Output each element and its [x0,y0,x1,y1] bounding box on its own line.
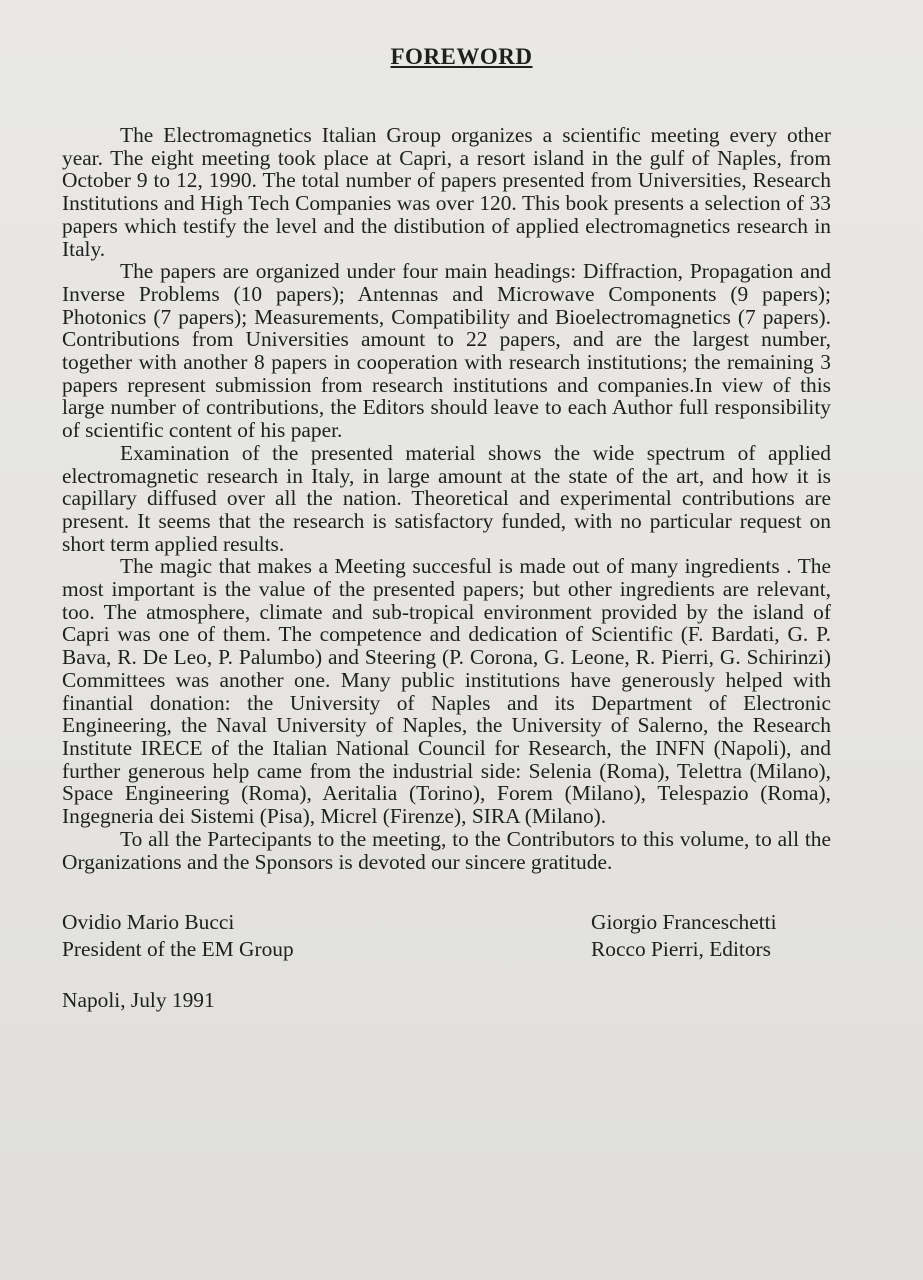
place-date: Napoli, July 1991 [62,988,215,1013]
paragraph-2: The papers are organized under four main headings: Diffraction, Propagation and Inverse Problems (10 papers); Antennas and Microwave Components (9 papers); Photonics (7 papers); Measurements, Compatibility and Bioelectromagnetics (7 papers). Contributions from Universities amount to 22 papers, and are the largest number, together with another 8 papers in cooperation with research institutions; the remaining 3 papers represent submission from research institutions and companies.In view of this large number of contributions, the Editors should leave to each Author full responsibility of scientific content of his paper. [62,259,831,443]
signature-right [591,909,831,963]
signatures [62,909,831,963]
president-name: Ovidio Mario Bucci [62,910,235,935]
foreword-body [62,124,831,873]
editor-name-1: Giorgio Franceschetti [591,910,777,935]
paragraph-5: To all the Partecipants to the meeting, to the Contributors to this volume, to all the Organizations and the Sponsors is devoted our sincere gratitude. [62,826,831,874]
signature-left [62,909,392,963]
paragraph-3: Examination of the presented material shows the wide spectrum of applied electromagnetic research in Italy, in large amount at the state of the art, and how it is capillary diffused over all the nation. Theoretical and experimental contributions are present. It seems that the research is satisfactory funded, with no particular request on short term applied results. [62,440,831,556]
paragraph-4: The magic that makes a Meeting succesful is made out of many ingredients . The most important is the value of the presented papers; but other ingredients are relevant, too. The atmosphere, climate and sub-tropical environment provided by the island of Capri was one of them. The competence and dedication of Scientific (F. Bardati, G. P. Bava, R. De Leo, P. Palumbo) and Steering (P. Corona, G. Leone, R. Pierri, G. Schirinzi) Committees was another one. Many public institutions have generously helped with finantial donation: the University of Naples and its Department of Electronic Engineering, the Naval University of Naples, the University of Salerno, the Research Institute IRECE of the Italian National Council for Research, the INFN (Napoli), and further generous help came from the industrial side: Selenia (Roma), Telettra (Milano), Space Engineering (Roma), Aeritalia (Torino), Forem (Milano), Telespazio (Roma), Ingegneria dei Sistemi (Pisa), Micrel (Firenze), SIRA (Milano). [62,554,831,829]
paragraph-1: The Electromagnetics Italian Group organizes a scientific meeting every other year. The eight meeting took place at Capri, a resort island in the gulf of Naples, from October 9 to 12, 1990. The total number of papers presented from Universities, Research Institutions and High Tech Companies was over 120. This book presents a selection of 33 papers which testify the level and the distibution of applied electromagnetics research in Italy. [62,123,831,261]
page-title: FOREWORD [390,44,533,69]
editor-name-2: Rocco Pierri, Editors [591,937,772,962]
president-role: President of the EM Group [62,937,294,962]
